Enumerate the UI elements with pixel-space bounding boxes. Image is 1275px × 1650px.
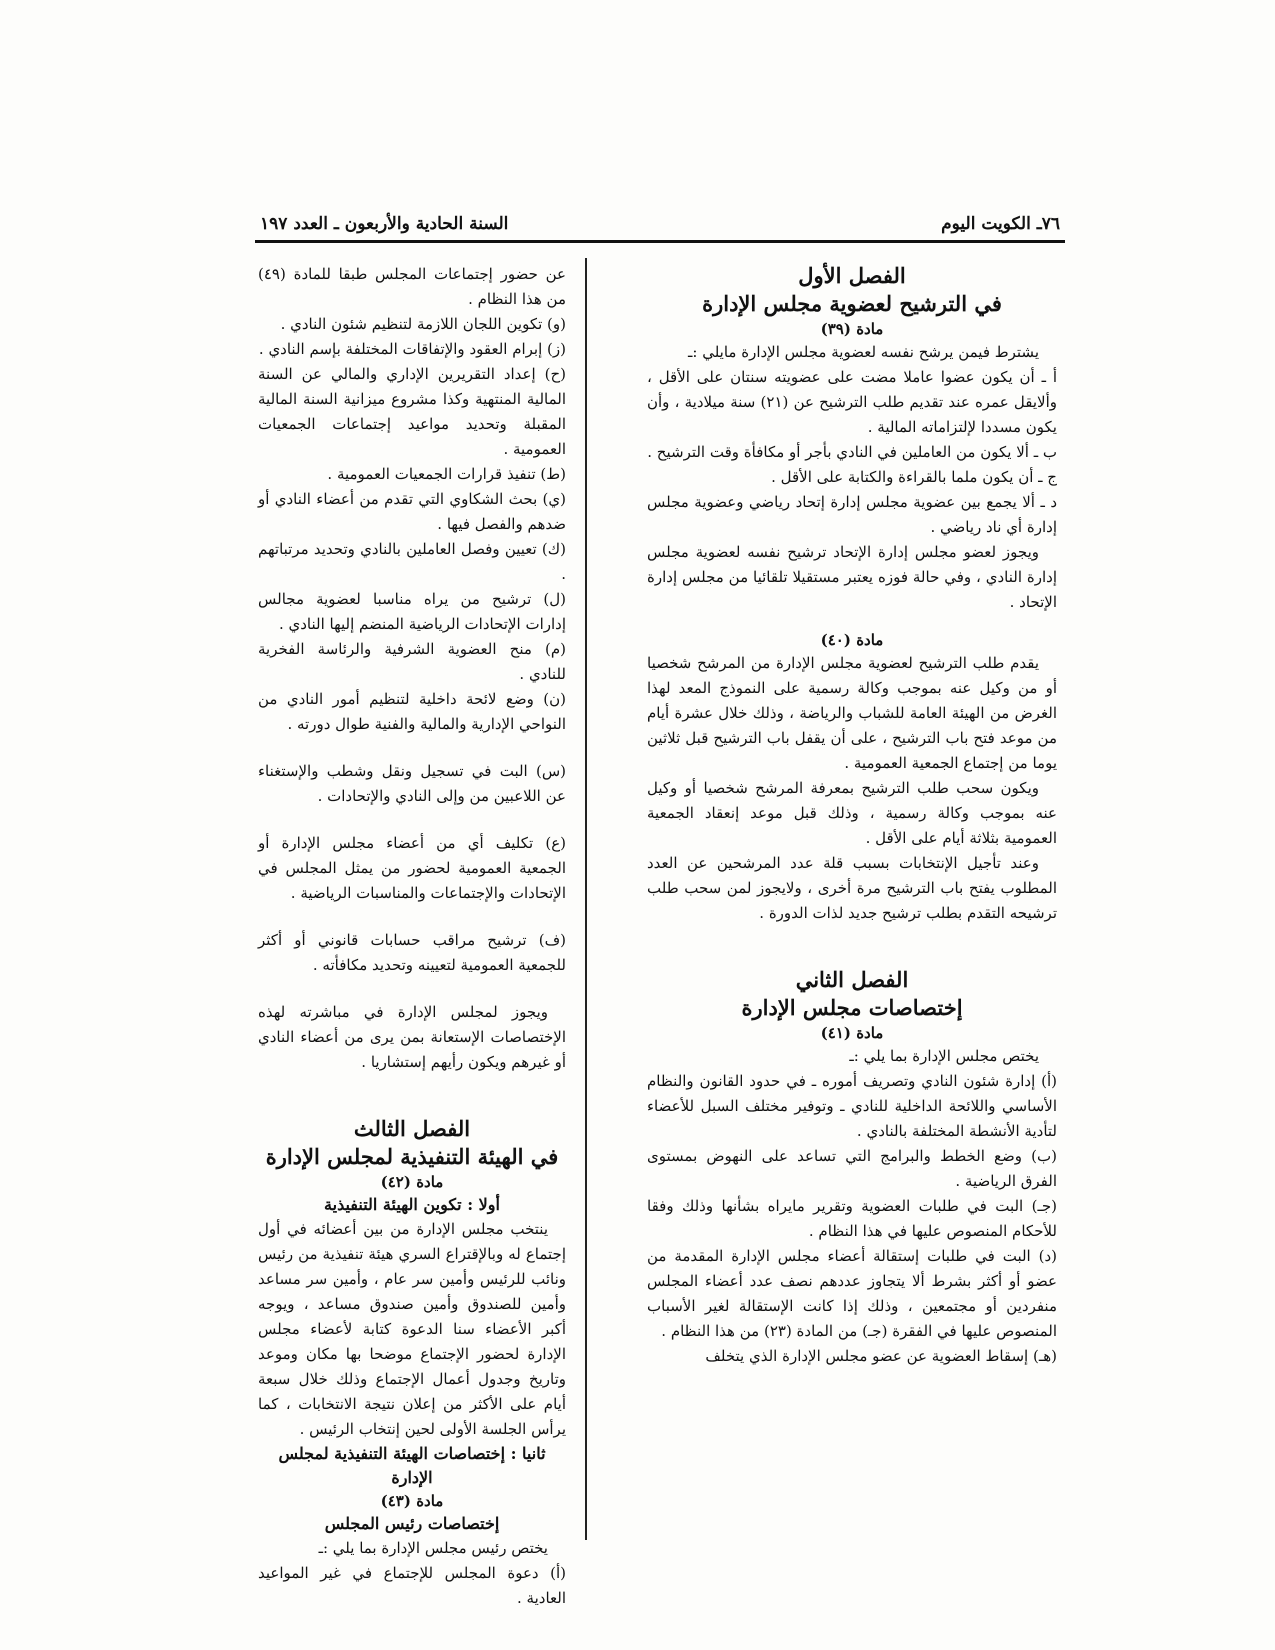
article-41-item-c: (جـ) البت في طلبات العضوية وتقرير مايراه بشأنها وذلك وفقا للأحكام المنصوص عليها في هذا النظام . — [647, 1197, 1057, 1240]
header-page-title: ٧٦ـ الكويت اليوم — [941, 214, 1060, 234]
article-39-item-a: أ ـ أن يكون عضوا عاملا مضت على عضويته سنتان على الأقل ، وألايقل عمره عند تقديم طلب الترشيح عن (٢١) سنة ميلادية ، وأن يكون مسددا لإلتزاماته المالية . — [647, 368, 1057, 436]
article-39-item-d: د ـ ألا يجمع بين عضوية مجلس إدارة إتحاد رياضي وعضوية مجلس إدارة أي ناد رياضي . — [647, 493, 1057, 536]
article-43-intro: يختص رئيس مجلس الإدارة بما يلي :ـ — [318, 1539, 548, 1557]
column-divider — [585, 258, 587, 1540]
page-header — [260, 204, 1060, 234]
article-41-intro: يختص مجلس الإدارة بما يلي :ـ — [849, 1047, 1039, 1065]
article-41-item-h: (هـ) إسقاط العضوية عن عضو مجلس الإدارة الذي يتخلف — [705, 1347, 1057, 1365]
article-41-continuation: عن حضور إجتماعات المجلس طبقا للمادة (٤٩) من هذا النظام . — [258, 265, 566, 308]
article-43-item-a: (أ) دعوة المجلس للإجتماع في غير المواعيد العادية . — [258, 1564, 566, 1607]
article-40-para-2: ويكون سحب طلب الترشيح بمعرفة المرشح شخصيا أو وكيل عنه بموجب وكالة رسمية ، وذلك قبل موعد إنعقاد الجمعية العمومية بثلاثة أيام على الأقل . — [647, 779, 1057, 847]
article-41-item-n: (ن) وضع لائحة داخلية لتنظيم أمور النادي من النواحي الإدارية والمالية والفنية طوال دورته . — [258, 690, 566, 733]
article-41-item-l: (ل) ترشيح من يراه مناسبا لعضوية مجالس إدارات الإتحادات الرياضية المنضم إليها النادي . — [258, 590, 566, 633]
article-41-item-a: (أ) إدارة شئون النادي وتصريف أموره ـ في حدود القانون والنظام الأساسي واللائحة الداخلية للنادي ـ وتوفير مختلف السبل للأعضاء لتأدية الأنشطة المختلفة بالنادي . — [647, 1072, 1057, 1140]
header-issue-info: السنة الحادية والأربعون ـ العدد ١٩٧ — [260, 214, 509, 234]
article-41-heading: مادة (٤١) — [820, 1024, 884, 1042]
article-42-heading: مادة (٤٢) — [380, 1173, 444, 1191]
article-41-item-w: (و) تكوين اللجان اللازمة لتنظيم شئون النادي . — [280, 315, 566, 333]
article-41-item-t: (ط) تنفيذ قرارات الجمعيات العمومية . — [327, 465, 566, 483]
article-41-item-b: (ب) وضع الخطط والبرامج التي تساعد على النهوض بمستوى الفرق الرياضية . — [647, 1147, 1057, 1190]
right-column — [647, 262, 1057, 1369]
president-duties-heading: إختصاصات رئيس المجلس — [324, 1514, 500, 1533]
article-41-item-m: (م) منح العضوية الشرفية والرئاسة الفخرية للنادي . — [258, 640, 566, 683]
chapter-1-title: الفصل الأول — [798, 263, 906, 288]
article-41-item-z: (ز) إبرام العقود والإتفاقات المختلفة بإسم النادي . — [258, 340, 566, 358]
chapter-2-title: الفصل الثاني — [795, 967, 909, 992]
article-40-heading: مادة (٤٠) — [820, 631, 884, 649]
article-39-heading: مادة (٣٩) — [820, 320, 884, 338]
article-40-para-3: وعند تأجيل الإنتخابات بسبب قلة عدد المرشحين عن العدد المطلوب يفتح باب الترشيح مرة أخرى ، ولايجوز لمن سحب طلب ترشيحه التقدم بطلب ترشيح جديد لذات الدورة . — [647, 854, 1057, 922]
article-41-item-a2: (ع) تكليف أي من أعضاء مجلس الإدارة أو الجمعية العمومية لحضور من يمثل المجلس في الإتحادات والإجتماعات والمناسبات الرياضية . — [258, 834, 566, 902]
article-41-final-para: ويجوز لمجلس الإدارة في مباشرته لهذه الإختصاصات الإستعانة بمن يرى من أعضاء النادي أو غيرهم ويكون رأيهم إستشاريا . — [258, 1003, 566, 1071]
left-column — [258, 262, 566, 1611]
article-41-item-k: (ك) تعيين وفصل العاملين بالنادي وتحديد مرتباتهم . — [258, 540, 566, 583]
article-39-item-c: ج ـ أن يكون ملما بالقراءة والكتابة على الأقل . — [771, 468, 1057, 486]
header-rule — [255, 240, 1065, 243]
article-41-item-s: (س) البت في تسجيل ونقل وشطب والإستغناء عن اللاعبين من وإلى النادي والإتحادات . — [258, 762, 566, 805]
article-41-item-d: (د) البت في طلبات إستقالة أعضاء مجلس الإدارة المقدمة من عضو أو أكثر بشرط ألا يتجاوز عددهم نصف عدد أعضاء المجلس منفردين أو مجتمعين ، وذلك إذا كانت الإستقالة لغير الأسباب المنصوص عليها في الفقرة (جـ) من المادة (٢٣) من هذا النظام . — [647, 1247, 1057, 1340]
article-41-item-y: (ي) بحث الشكاوي التي تقدم من أعضاء النادي أو ضدهم والفصل فيها . — [258, 490, 566, 533]
article-40-para-1: يقدم طلب الترشيح لعضوية مجلس الإدارة من المرشح شخصيا أو من وكيل عنه بموجب وكالة رسمية على النموذج المعد لهذا الغرض من الهيئة العامة للشباب والرياضة ، وذلك خلال عشرة أيام من موعد فتح باب الترشيح ، على أن يقفل باب الترشيح قبل ثلاثين يوما من إجتماع الجمعية العمومية . — [647, 654, 1057, 772]
article-41-item-h2: (ح) إعداد التقريرين الإداري والمالي عن السنة المالية المنتهية وكذا مشروع ميزانية السنة المالية المقبلة وتحديد مواعيد إجتماعات الجمعيات العمومية . — [258, 365, 566, 458]
chapter-3-subtitle: في الهيئة التنفيذية لمجلس الإدارة — [265, 1144, 559, 1169]
chapter-1-subtitle: في الترشيح لعضوية مجلس الإدارة — [702, 291, 1002, 316]
chapter-3-title: الفصل الثالث — [353, 1116, 471, 1141]
second-section-heading: ثانيا : إختصاصات الهيئة التنفيذية لمجلس الإدارة — [278, 1444, 546, 1487]
article-41-item-f: (ف) ترشيح مراقب حسابات قانوني أو أكثر للجمعية العمومية لتعيينه وتحديد مكافأته . — [258, 931, 566, 974]
article-39-intro: يشترط فيمن يرشح نفسه لعضوية مجلس الإدارة مايلي :ـ — [687, 343, 1039, 361]
article-43-heading: مادة (٤٣) — [380, 1492, 444, 1510]
first-section-heading: أولا : تكوين الهيئة التنفيذية — [324, 1195, 500, 1214]
article-42-para: ينتخب مجلس الإدارة من بين أعضائه في أول إجتماع له وبالإقتراع السري هيئة تنفيذية من رئيس ونائب للرئيس وأمين سر عام ، وأمين سر مساعد وأمين للصندوق وأمين صندوق مساعد ، ويوجه أكبر الأعضاء سنا الدعوة كتابة لأعضاء مجلس الإدارة لحضور الإجتماع موضحا بها مكان وموعد وتاريخ وجدول أعمال الإجتماع وذلك خلال سبعة أيام على الأكثر من إعلان نتيجة الانتخابات ، كما يرأس الجلسة الأولى لحين إنتخاب الرئيس . — [258, 1220, 566, 1438]
chapter-2-subtitle: إختصاصات مجلس الإدارة — [741, 995, 963, 1020]
article-39-note: ويجوز لعضو مجلس إدارة الإتحاد ترشيح نفسه لعضوية مجلس إدارة النادي ، وفي حالة فوزه يعتبر مستقيلا تلقائيا من مجلس إدارة الإتحاد . — [647, 543, 1058, 611]
article-39-item-b: ب ـ ألا يكون من العاملين في النادي بأجر أو مكافأة وقت الترشيح . — [647, 443, 1057, 461]
